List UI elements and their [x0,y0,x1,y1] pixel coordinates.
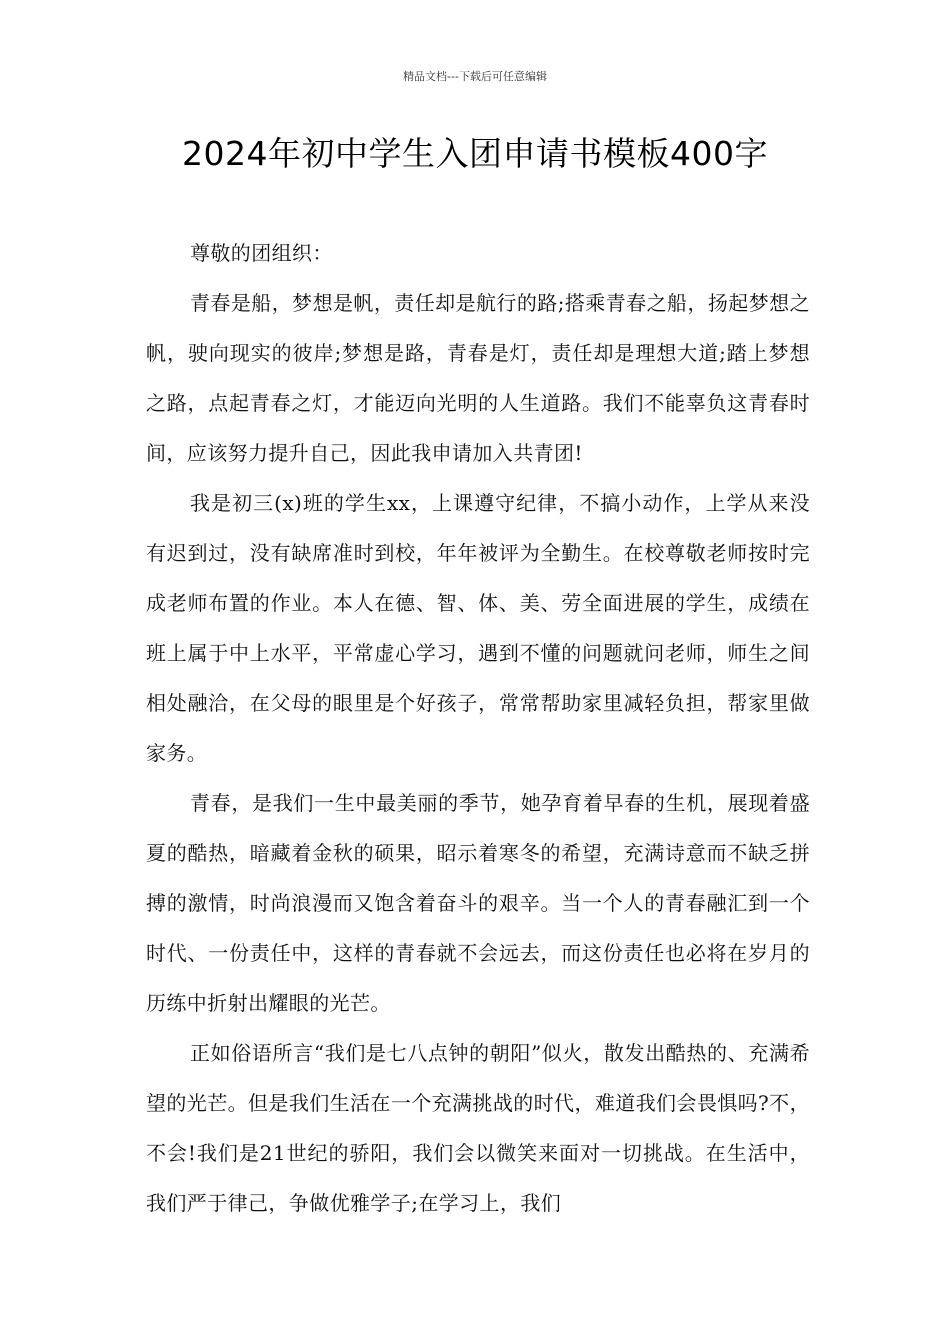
document-title: 2024年初中学生入团申请书模板400字 [182,134,768,173]
paragraph-4: 正如俗语所言“我们是七八点钟的朝阳”似火，散发出酷热的、充满希望的光芒。但是我们生活在一个充满挑战的时代，难道我们会畏惧吗?不，不会!我们是21世纪的骄阳，我们会以微笑来面对一切挑战。在生活中，我们严于律己，争做优雅学子;在学习上，我们 [146,1041,810,1215]
header-note: 精品文档---下载后可任意编辑 [403,70,547,83]
paragraph-1: 青春是船，梦想是帆，责任却是航行的路;搭乘青春之船，扬起梦想之帆，驶向现实的彼岸;梦想是路，青春是灯，责任却是理想大道;踏上梦想之路，点起青春之灯，才能迈向光明的人生道路。我们不能辜负这青春时间，应该努力提升自己，因此我申请加入共青团! [146,291,810,465]
salutation: 尊敬的团组织： [190,241,333,265]
paragraph-3: 青春，是我们一生中最美丽的季节，她孕育着早春的生机，展现着盛夏的酷热，暗藏着金秋的硕果，昭示着寒冬的希望，充满诗意而不缺乏拼搏的激情，时尚浪漫而又饱含着奋斗的艰辛。当一个人的青春融汇到一个时代、一份责任中，这样的青春就不会远去，而这份责任也必将在岁月的历练中折射出耀眼的光芒。 [146,791,810,1015]
paragraph-2: 我是初三(x)班的学生xx，上课遵守纪律，不搞小动作，上学从来没有迟到过，没有缺席准时到校，年年被评为全勤生。在校尊敬老师按时完成老师布置的作业。本人在德、智、体、美、劳全面进展的学生，成绩在班上属于中上水平，平常虚心学习，遇到不懂的问题就问老师，师生之间相处融洽，在父母的眼里是个好孩子，常常帮助家里减轻负担，帮家里做家务。 [146,491,810,765]
document-body [146,228,810,1228]
